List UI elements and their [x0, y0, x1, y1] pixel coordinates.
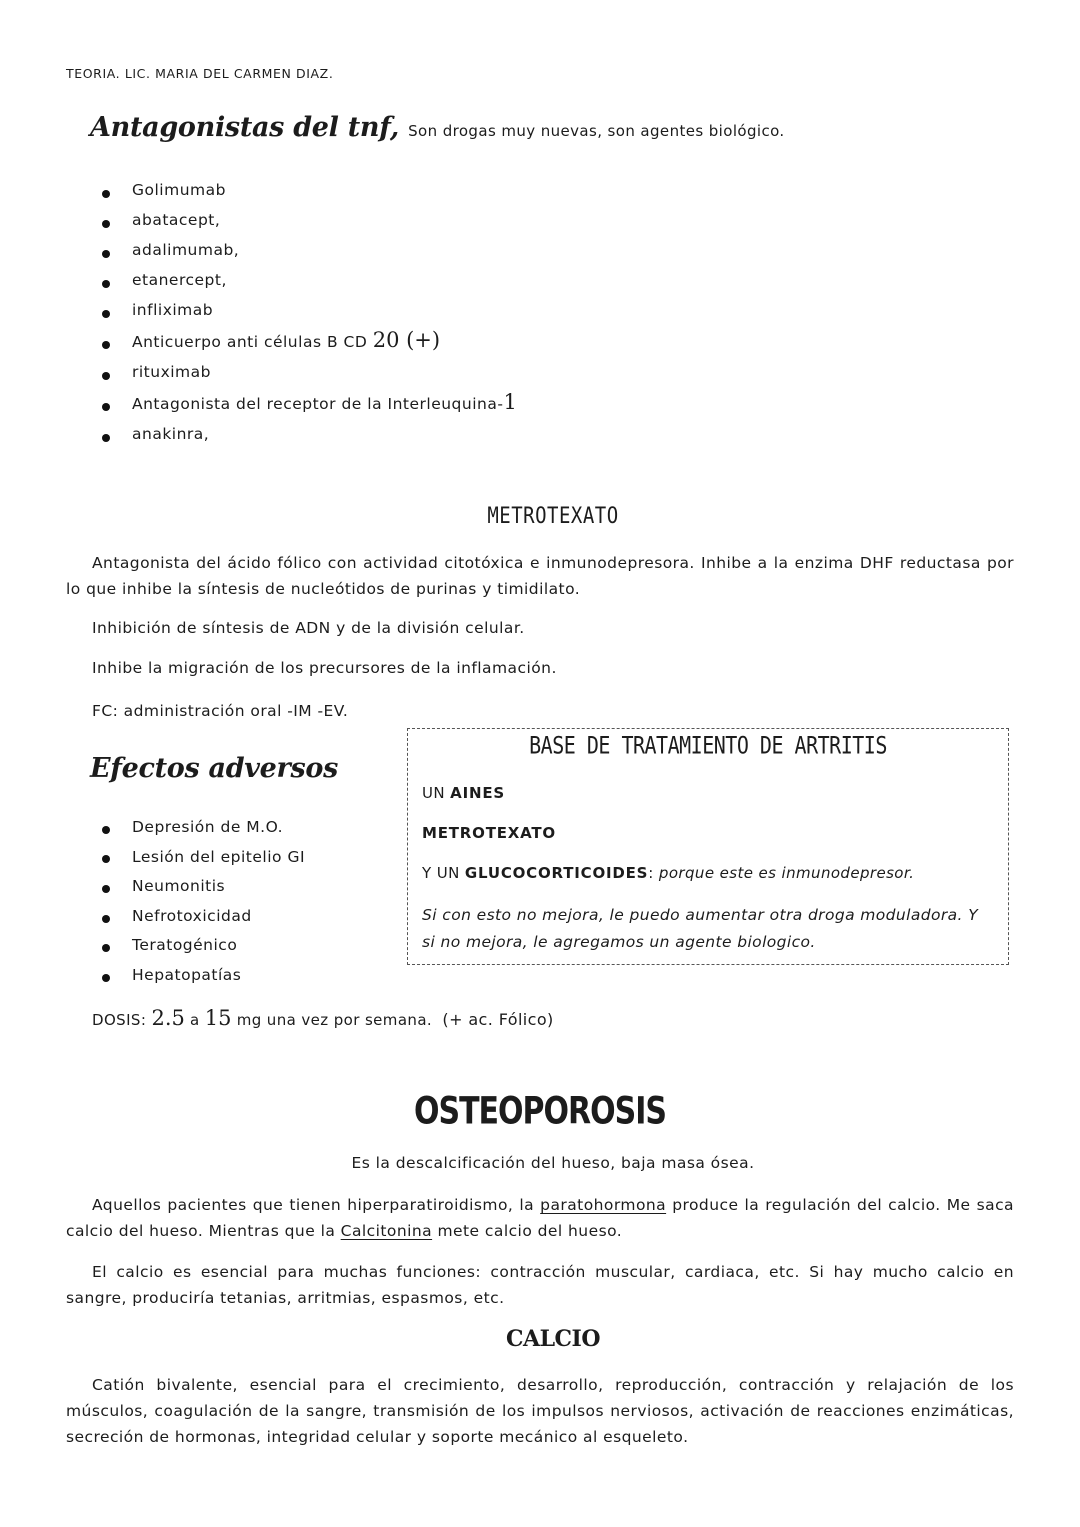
list-item: Lesión del epitelio GI	[94, 844, 305, 874]
list-item: Golimumab	[94, 178, 517, 208]
treatment-note: Si con esto no mejora, le puedo aumentar otra droga moduladora. Y si no mejora, le agregamos un agente biologico.	[422, 906, 979, 951]
efectos-list	[94, 814, 305, 992]
list-item: Depresión de M.O.	[94, 814, 305, 844]
list-item: abatacept,	[94, 208, 517, 238]
list-item: Teratogénico	[94, 932, 305, 962]
metrotexato-paragraph: Antagonista del ácido fólico con actividad citotóxica e inmunodepresora. Inhibe a la enzima DHF reductasa por lo que inhibe la síntesis de nucleótidos de purinas y timidilato.	[66, 554, 1014, 598]
antagonistas-heading	[90, 112, 785, 143]
list-item: adalimumab,	[94, 238, 517, 268]
page-header: TEORIA. LIC. MARIA DEL CARMEN DIAZ.	[66, 66, 334, 81]
metrotexato-line-fc: FC: administración oral -IM -EV.	[92, 702, 349, 720]
cd20-value: 20 (+)	[372, 328, 441, 352]
list-item: etanercept,	[94, 268, 517, 298]
treatment-line-glucocorticoides: Y UN GLUCOCORTICOIDES: porque este es inmunodepresor.	[422, 864, 915, 882]
osteoporosis-paragraph-hormonas: Aquellos pacientes que tienen hiperparatiroidismo, la paratohormona produce la regulación del calcio. Me saca calcio del hueso. Mientras que la Calcitonina mete calcio del hueso.	[66, 1196, 1014, 1240]
list-item: Hepatopatías	[94, 962, 305, 992]
calcitonina-term: Calcitonina	[340, 1222, 433, 1240]
metrotexato-line-adn: Inhibición de síntesis de ADN y de la división celular.	[92, 619, 525, 637]
treatment-line-metrotexato: METROTEXATO	[422, 824, 556, 842]
metrotexato-line-migracion: Inhibe la migración de los precursores de la inflamación.	[92, 659, 557, 677]
list-item: Neumonitis	[94, 873, 305, 903]
list-item: infliximab	[94, 298, 517, 328]
dosis-line: DOSIS: 2.5 a 15 mg una vez por semana. (+ ac. Fólico)	[92, 1006, 554, 1030]
antagonistas-note: Son drogas muy nuevas, son agentes biológico.	[408, 122, 785, 140]
list-item: Antagonista del receptor de la Interleuquina-1	[94, 390, 517, 422]
calcio-paragraph: Catión bivalente, esencial para el crecimiento, desarrollo, reproducción, contracción y relajación de los músculos, coagulación de la sangre, transmisión de los impulsos nerviosos, activación de reacciones enzimáticas, secreción de hormonas, integridad celular y soporte mecánico al esqueleto.	[66, 1376, 1014, 1446]
antagonistas-title: Antagonistas del tnf,	[90, 112, 400, 143]
list-item: Anticuerpo anti células B CD 20 (+)	[94, 328, 517, 360]
treatment-line-aines: UN AINES	[422, 784, 505, 802]
list-item: rituximab	[94, 360, 517, 390]
osteoporosis-title: OSTEOPOROSIS	[413, 1089, 667, 1134]
antagonistas-list	[94, 178, 517, 452]
calcio-title: CALCIO	[505, 1326, 600, 1352]
osteoporosis-subtitle: Es la descalcificación del hueso, baja masa ósea.	[351, 1154, 755, 1172]
list-item: anakinra,	[94, 422, 517, 452]
metrotexato-title: METROTEXATO	[487, 503, 619, 529]
osteoporosis-paragraph-calcio: El calcio es esencial para muchas funciones: contracción muscular, cardiaca, etc. Si hay mucho calcio en sangre, produciría tetanias, arritmias, espasmos, etc.	[66, 1263, 1014, 1307]
paratohormona-term: paratohormona	[540, 1196, 667, 1214]
interleuquina-number: 1	[503, 390, 517, 414]
treatment-box-title: BASE DE TRATAMIENTO DE ARTRITIS	[529, 730, 887, 760]
efectos-title: Efectos adversos	[90, 753, 338, 784]
list-item: Nefrotoxicidad	[94, 903, 305, 933]
